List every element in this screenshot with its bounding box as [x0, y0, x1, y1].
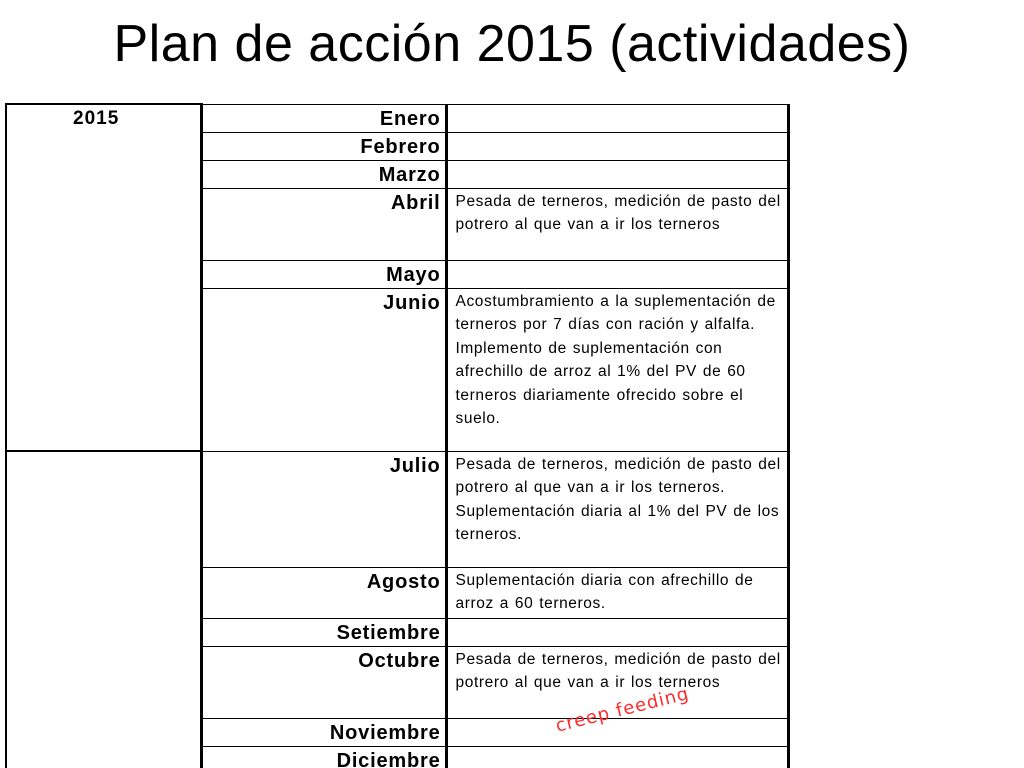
month-cell	[201, 188, 446, 260]
year-label: 2015	[73, 108, 120, 129]
activity-febrero	[448, 133, 787, 136]
month-cell	[201, 646, 446, 718]
activity-cell	[446, 718, 788, 746]
month-cell	[201, 132, 446, 160]
month-setiembre: Setiembre	[336, 621, 441, 644]
year-cell	[6, 104, 201, 451]
activity-setiembre	[448, 619, 787, 622]
month-cell	[201, 260, 446, 288]
activity-octubre: Pesada de terneros, medición de pasto del potrero al que van a ir los terneros	[455, 650, 781, 691]
activity-cell	[446, 288, 788, 451]
activity-agosto: Suplementación diaria con afrechillo de arroz a 60 terneros.	[455, 571, 754, 612]
month-julio: Julio	[389, 454, 441, 477]
month-cell	[201, 746, 446, 768]
creep-feeding-annotation: creep feeding	[553, 683, 692, 737]
activity-abril: Pesada de terneros, medición de pasto del potrero al que van a ir los terneros	[455, 192, 781, 233]
activity-julio: Pesada de terneros, medición de pasto del potrero al que van a ir los terneros. Suplementación diaria al 1% del PV de los terneros.	[455, 455, 781, 543]
month-diciembre: Diciembre	[336, 749, 441, 768]
activity-cell	[446, 188, 788, 260]
activity-cell	[446, 451, 788, 567]
table-row	[6, 451, 788, 567]
month-enero: Enero	[379, 107, 441, 130]
month-cell	[201, 567, 446, 618]
activity-cell	[446, 132, 788, 160]
month-cell	[201, 160, 446, 188]
year-cell-blank	[6, 451, 201, 768]
month-febrero: Febrero	[360, 135, 441, 158]
month-marzo: Marzo	[378, 163, 441, 186]
month-mayo: Mayo	[386, 263, 441, 286]
activity-cell	[446, 618, 788, 646]
month-cell	[201, 288, 446, 451]
activity-cell	[446, 260, 788, 288]
month-cell	[201, 718, 446, 746]
activity-mayo	[448, 261, 787, 264]
month-cell	[201, 104, 446, 132]
activity-junio: Acostumbramiento a la suplementación de terneros por 7 días con ración y alfalfa. Implemento de suplementación con afrechillo de arroz al 1% del PV de 60 terneros diariamente ofrecido sobre el suelo.	[455, 292, 776, 427]
month-junio: Junio	[383, 291, 441, 314]
page-title: Plan de acción 2015 (actividades)	[113, 15, 911, 73]
month-cell	[201, 618, 446, 646]
activity-marzo	[448, 161, 787, 164]
month-cell	[201, 451, 446, 567]
activity-cell	[446, 746, 788, 768]
activity-cell	[446, 160, 788, 188]
activity-enero	[448, 105, 787, 108]
month-octubre: Octubre	[358, 649, 441, 672]
activity-cell	[446, 104, 788, 132]
action-plan-table	[5, 103, 790, 768]
month-abril: Abril	[390, 191, 441, 214]
activity-cell	[446, 567, 788, 618]
activity-diciembre	[448, 747, 787, 750]
month-noviembre: Noviembre	[329, 721, 441, 744]
month-agosto: Agosto	[366, 570, 441, 593]
table-row	[6, 104, 788, 132]
